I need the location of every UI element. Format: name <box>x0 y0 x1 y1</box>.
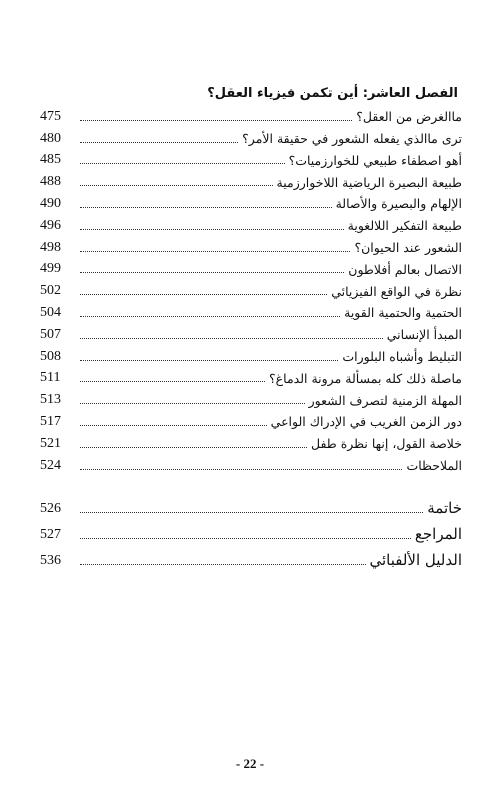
toc-entry <box>40 344 462 366</box>
dot-leader <box>80 119 352 121</box>
toc-entry <box>40 431 462 453</box>
toc-entry-title: ماصلة ذلك كله بمسألة مرونة الدماغ؟ <box>269 370 462 386</box>
toc-entry <box>40 191 462 213</box>
toc-entry-title: المبدأ الإنساني <box>386 327 462 343</box>
page-number: - 22 - <box>235 756 265 771</box>
dot-leader <box>80 250 350 252</box>
dot-leader <box>80 206 332 208</box>
chapter-heading: الفصل العاشر: أين تكمن فيزياء العقل؟ <box>207 86 458 101</box>
toc-entry <box>40 235 462 257</box>
toc-entry-title: الدليل الألفبائي <box>369 550 462 569</box>
toc-entry <box>40 492 462 518</box>
toc-entry <box>40 544 462 570</box>
dot-leader <box>80 315 340 317</box>
toc-entry <box>40 387 462 409</box>
toc-entry <box>40 366 462 388</box>
toc-page-number: 502 <box>40 283 61 299</box>
toc-entry-title: خلاصة القول، إنها نظرة طفل <box>310 436 462 452</box>
toc-page-number: 490 <box>40 195 61 211</box>
toc-entry-title: الاتصال بعالم أفلاطون <box>348 261 462 277</box>
dot-leader <box>80 402 305 404</box>
toc-entry <box>40 409 462 431</box>
toc-entry-title: ماالغرض من العقل؟ <box>356 109 462 125</box>
dot-leader <box>80 511 423 513</box>
dot-leader <box>80 141 238 143</box>
dot-leader <box>80 380 265 382</box>
toc-entry <box>40 278 462 300</box>
toc-list <box>40 104 462 570</box>
toc-entry-title: الشعور عند الحيوان؟ <box>354 240 462 256</box>
toc-entry <box>40 257 462 279</box>
dot-leader <box>80 184 273 186</box>
toc-page-number: 536 <box>40 552 61 568</box>
toc-page-number: 507 <box>40 326 61 342</box>
section-gap <box>40 475 462 492</box>
toc-entry <box>40 518 462 544</box>
toc-entry <box>40 300 462 322</box>
dot-leader <box>80 446 307 448</box>
toc-page-number: 521 <box>40 435 61 451</box>
dot-leader <box>80 537 411 539</box>
toc-entry-title: طبيعة التفكير اللالغوية <box>347 218 462 234</box>
toc-entry-title: الإلهام والبصيرة والأصالة <box>335 196 462 212</box>
toc-entry <box>40 213 462 235</box>
toc-page-number: 508 <box>40 348 61 364</box>
toc-entry-title: ترى ماالذي يفعله الشعور في حقيقة الأمر؟ <box>242 131 462 147</box>
toc-page-number: 527 <box>40 526 61 542</box>
toc-entry-title: أهو اصطفاء طبيعي للخوارزميات؟ <box>288 152 462 168</box>
toc-entry-title: المراجع <box>414 524 462 543</box>
dot-leader <box>80 271 344 273</box>
toc-entry-title: دور الزمن الغريب في الإدراك الواعي <box>270 414 462 430</box>
toc-entry-title: نظرة في الواقع الفيزيائي <box>331 283 462 299</box>
toc-entry <box>40 126 462 148</box>
toc-page-number: 496 <box>40 217 61 233</box>
toc-page-number: 485 <box>40 152 61 168</box>
toc-page-number: 517 <box>40 413 61 429</box>
dot-leader <box>80 162 285 164</box>
toc-page-number: 488 <box>40 174 61 190</box>
toc-entry-title: طبيعة البصيرة الرياضية اللاخوارزمية <box>276 174 462 190</box>
toc-entry <box>40 453 462 475</box>
toc-page-number: 511 <box>40 370 61 386</box>
dot-leader <box>80 424 267 426</box>
toc-entry <box>40 322 462 344</box>
toc-entry-title: الملاحظات <box>406 458 462 474</box>
dot-leader <box>80 293 327 295</box>
dot-leader <box>80 563 366 565</box>
toc-entry <box>40 104 462 126</box>
toc-entry-title: المهلة الزمنية لتصرف الشعور <box>308 392 462 408</box>
toc-entry-title: خاتمة <box>427 498 462 517</box>
toc-page-number: 504 <box>40 304 61 320</box>
toc-page-number: 498 <box>40 239 61 255</box>
toc-entry-title: الحتمية والحتمية القوية <box>344 305 462 321</box>
toc-entry-title: التبليط وأشباه البلورات <box>342 349 462 365</box>
dot-leader <box>80 228 344 230</box>
toc-page-number: 524 <box>40 457 61 473</box>
dot-leader <box>80 337 383 339</box>
toc-page-number: 499 <box>40 261 61 277</box>
toc-page-number: 480 <box>40 130 61 146</box>
toc-page-number: 513 <box>40 392 61 408</box>
toc-entry <box>40 148 462 170</box>
toc-entry <box>40 169 462 191</box>
dot-leader <box>80 359 338 361</box>
toc-page-number: 475 <box>40 108 61 124</box>
dot-leader <box>80 468 402 470</box>
toc-page-number: 526 <box>40 500 61 516</box>
